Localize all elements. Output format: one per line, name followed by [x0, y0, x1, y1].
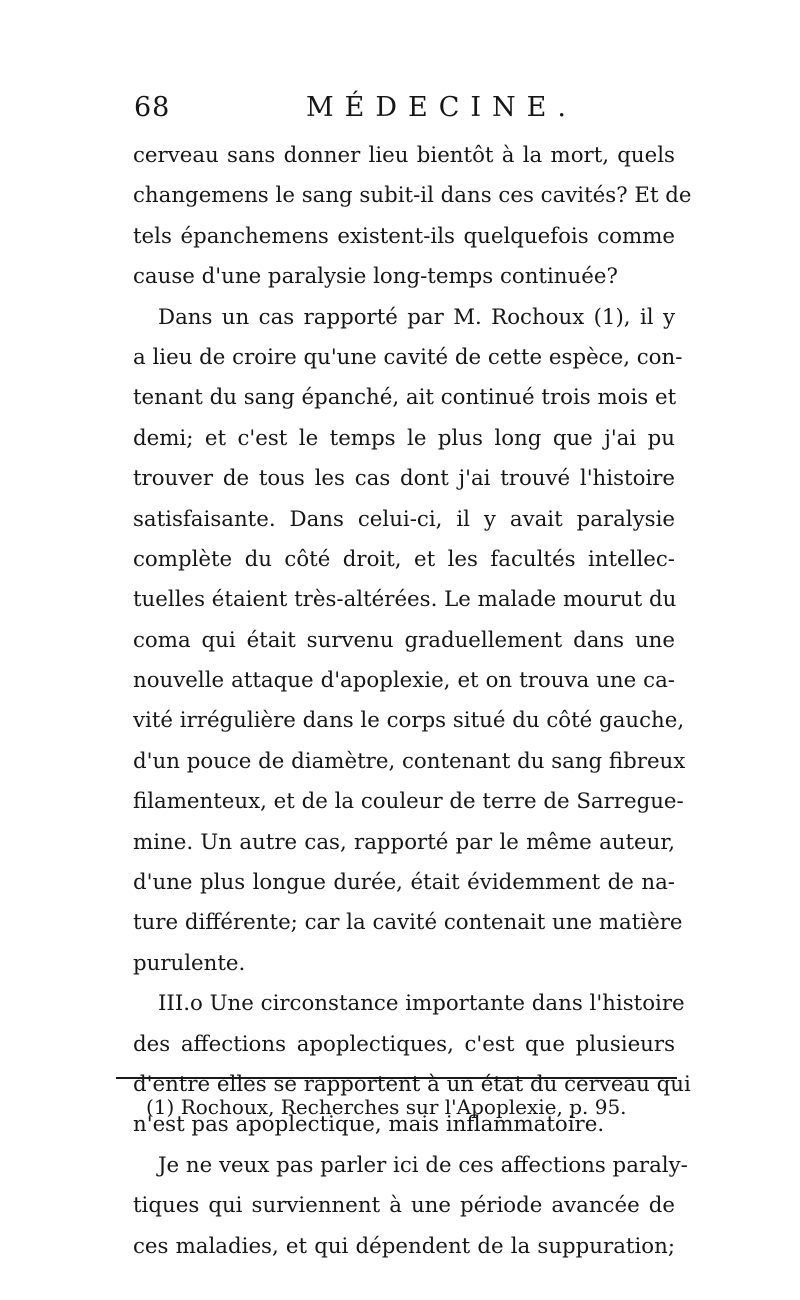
text-line: a lieu de croire qu'une cavité de cette espèce, con- [133, 344, 683, 370]
text-line: purulente. [133, 950, 246, 976]
text-line: filamenteux, et de la couleur de terre de Sarregue- [133, 789, 684, 815]
text-line: d'un pouce de diamètre, contenant du sang fibreux [133, 748, 686, 774]
page-number: 68 [134, 92, 171, 123]
text-line: d'une plus longue durée, était évidemment de na- [133, 870, 675, 896]
text-line: n'est pas apoplectique, mais inflammatoire. [133, 1112, 605, 1138]
text-line: ces maladies, et qui dépendent de la suppuration; [133, 1233, 675, 1259]
text-line: demi; et c'est le temps le plus long que j'ai pu [133, 425, 675, 451]
footnote: (1) Rochoux, Recherches sur l'Apoplexie, p. 95. [146, 1095, 627, 1119]
text-line: ture différente; car la cavité contenait une matière [133, 910, 683, 936]
text-line: changemens le sang subit-il dans ces cavités? Et de [133, 183, 692, 209]
page-header [134, 92, 674, 132]
text-line: nouvelle attaque d'apoplexie, et on trouva une ca- [133, 668, 675, 694]
text-line: coma qui était survenu graduellement dans une [133, 627, 675, 653]
text-line: tiques qui surviennent à une période avancée de [133, 1193, 675, 1219]
text-line: cerveau sans donner lieu bientôt à la mort, quels [133, 143, 675, 168]
running-head: MÉDECINE. [306, 92, 577, 123]
text-line: Je ne veux pas parler ici de ces affections paraly- [158, 1152, 688, 1178]
text-line: vité irrégulière dans le corps situé du côté gauche, [133, 708, 685, 734]
text-line: d'entre elles se rapportent à un état du cerveau qui [133, 1071, 691, 1097]
text-line: satisfaisante. Dans celui-ci, il y avait paralysie [133, 506, 675, 532]
text-line: cause d'une paralysie long-temps continuée? [133, 264, 618, 290]
text-line: tuelles étaient très-altérées. Le malade mourut du [133, 587, 677, 613]
text-line: tels épanchemens existent-ils quelquefois comme [133, 223, 675, 249]
footnote-rule [116, 1077, 677, 1079]
text-line: III.o Une circonstance importante dans l'histoire [158, 991, 685, 1017]
text-line: tenant du sang épanché, ait continué trois mois et [133, 385, 677, 411]
text-line: mine. Un autre cas, rapporté par le même auteur, [133, 829, 675, 855]
text-line: des affections apoplectiques, c'est que plusieurs [133, 1031, 675, 1057]
text-line: Dans un cas rapporté par M. Rochoux (1), il y [158, 304, 675, 330]
text-line: complète du côté droit, et les facultés intellec- [133, 546, 675, 572]
text-line: trouver de tous les cas dont j'ai trouvé l'histoire [133, 466, 675, 492]
